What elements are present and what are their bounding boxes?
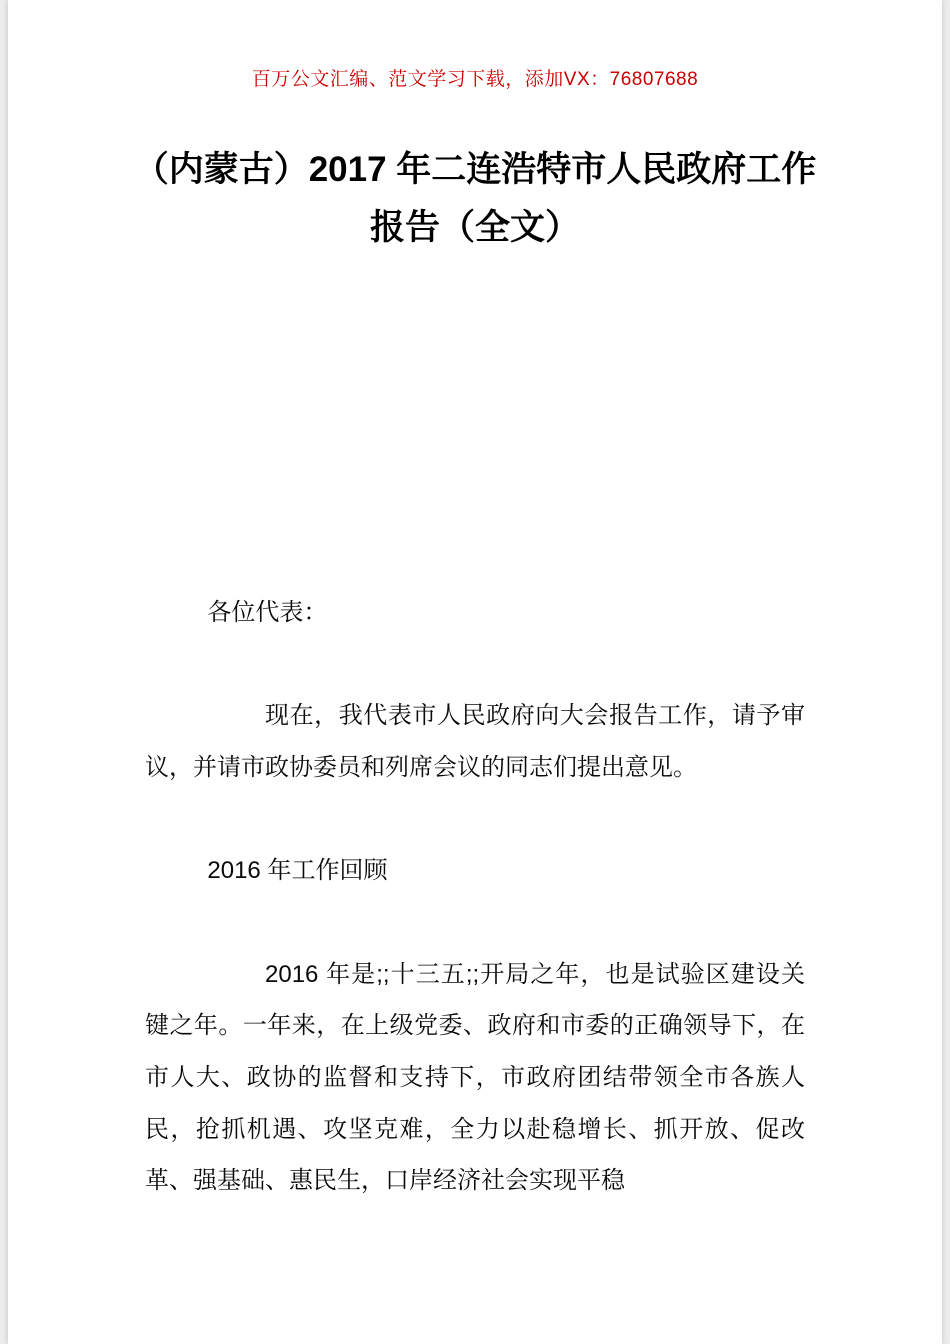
salutation-paragraph: 各位代表： <box>207 598 328 626</box>
intro-paragraph: 现在，我代表市人民政府向大会报告工作，请予审议，并请市政协委员和列席会议的同志们提出意见。 <box>145 702 805 781</box>
document-title: （内蒙古）2017 年二连浩特市人民政府工作报告（全文） <box>133 150 817 247</box>
body-paragraph: 2016 年是;;十三五;;开局之年，也是试验区建设关键之年。一年来，在上级党委、政府和市委的正确领导下，在市人大、政协的监督和支持下，市政府团结带领全市各族人民，抢抓机遇、攻坚克难，全力以赴稳增长、抓开放、促改革、强基础、惠民生，口岸经济社会实现平稳 <box>145 960 805 1195</box>
document-page <box>8 0 942 1344</box>
promo-notice: 百万公文汇编、范文学习下载，添加VX：76807688 <box>251 69 699 90</box>
document-body <box>145 587 805 1207</box>
section-heading: 2016 年工作回顾 <box>207 857 388 885</box>
